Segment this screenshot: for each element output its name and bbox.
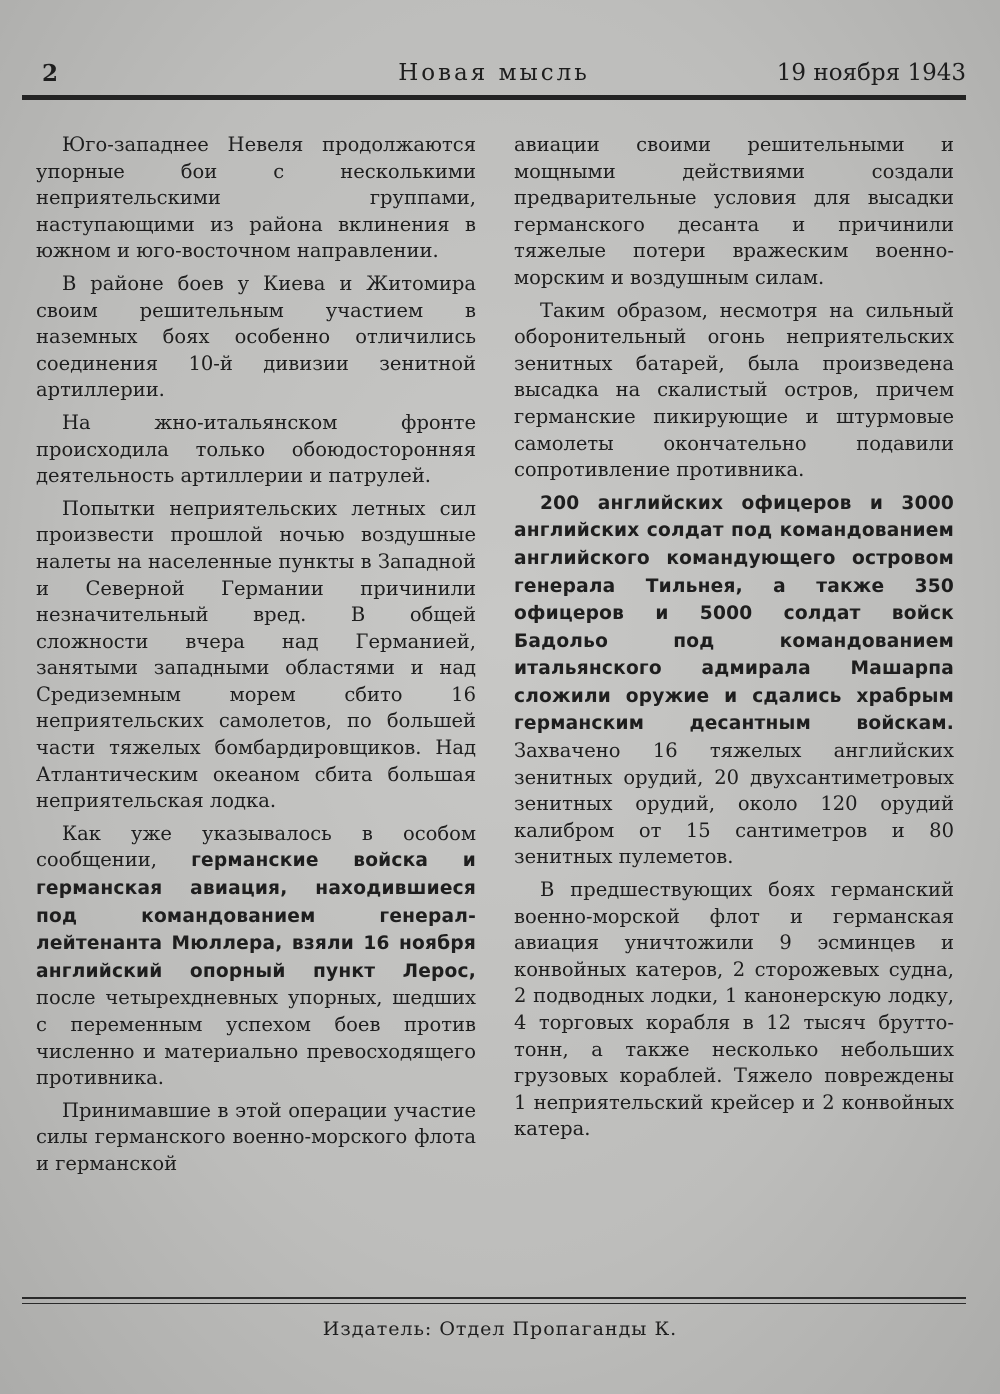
paragraph-surrender [514,490,954,871]
paragraph-losses: В предшествующих боях германский военно-морской флот и германская авиация уничтожили 9 эсминцев и конвойных катеров, 2 сторожевых судна, 2 подводных лодки, 1 канонерскую лодку, 4 торговых корабля в 12 тысяч брутто-тонн, а также несколько небольших грузовых кораблей. Тяжело повреждены 1 неприятельский крейсер и 2 конвойных катера. [514,878,954,1141]
paragraph-air-raids: Попытки неприятельских летных сил произвести прошлой ночью воздушные налеты на населенные пункты в Западной и Северной Германии причинили незначительный вред. В общей сложности вчера над Германией, занятыми западными областями и над Средиземным морем сбито 16 неприятельских самолетов, по большей части тяжелых бомбардировщиков. Над Атлантическим океаном сбита большая неприятельская лодка. [36,496,476,813]
newspaper-title: Новая мысль [398,60,590,86]
issue-date: 19 ноября 1943 [776,60,966,86]
leros-intro: Как уже указывалось в особом сообщении, [36,821,476,872]
paragraph-aviation: авиации своими решительными и мощными действиями создали предварительные условия для высадки германского десанта и причинили тяжелые потери вражеским военно-морским и воздушным силам. [514,133,954,289]
paragraph-italy: На жно-итальянском фронте происходила только обоюдосторонняя деятельность артиллерии и патрулей. [36,410,476,488]
left-column [36,132,476,1184]
publisher-line: Издатель: Отдел Пропаганды К. [322,1318,678,1340]
page-number: 2 [42,60,59,87]
header-rule [22,95,966,100]
footer-rule-thin [22,1303,966,1304]
paragraph-kiev: В районе боев у Киева и Житомира своим решительным участием в наземных боях особенно отличились соединения 10-й дивизии зенитной артиллерии. [36,271,476,402]
paragraph-nevel: Юго-западнее Невеля продолжаются упорные бои с несколькими неприятельскими группами, наступающими из района вклинения в южном и юго-восточном направлении. [36,133,476,263]
surrender-bold: 200 английских офицеров и 3000 английских солдат под командованием английского командующего островом генерала Тильнея, а также 350 офицеров и 5000 солдат войск Бадольо под командованием итальянского адмирала Машарпа сложили оружие и сдались храбрым германским десантным войскам. [514,492,954,735]
paragraph-landing: Таким образом, несмотря на сильный оборонительный огонь неприятельских зенитных батарей, была произведена высадка на скалистый остров, причем германские пикирующие и штурмовые самолеты окончательно подавили сопротивление противника. [514,298,954,482]
paragraph-leros [36,821,476,1092]
leros-end: после четырехдневных упорных, шедших с переменным успехом боев против численно и материально превосходящего противника. [36,986,476,1090]
captured-weapons: Захвачено 16 тяжелых английских зенитных орудий, 20 двухсантиметровых зенитных орудий, около 120 орудий калибром от 15 сантиметров и 80 зенитных пулеметов. [514,739,954,869]
footer-rule [22,1297,966,1299]
right-column [514,132,954,1149]
paragraph-participants: Принимавшие в этой операции участие силы германского военно-морского флота и германской [36,1098,476,1175]
leros-bold: германские войска и германская авиация, находившиеся под командованием генерал-лейтенанта Мюллера, взяли 16 ноября английский опорный пункт Лерос, [36,850,476,982]
page-header [22,56,966,92]
